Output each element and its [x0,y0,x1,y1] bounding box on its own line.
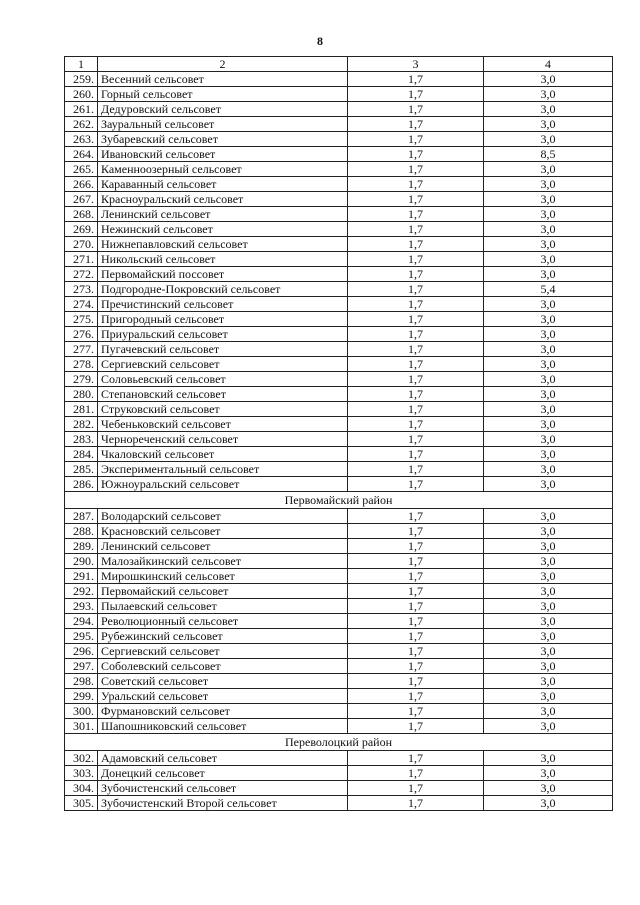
value-col-3: 1,7 [348,751,484,766]
value-col-4: 3,0 [484,629,613,644]
value-col-4: 3,0 [484,554,613,569]
row-number: 293. [65,599,98,614]
council-name: Чернореченский сельсовет [98,432,348,447]
row-number: 262. [65,117,98,132]
value-col-3: 1,7 [348,252,484,267]
council-name: Фурмановский сельсовет [98,704,348,719]
value-col-3: 1,7 [348,177,484,192]
council-name: Донецкий сельсовет [98,766,348,781]
table-row [65,719,613,734]
value-col-3: 1,7 [348,447,484,462]
value-col-3: 1,7 [348,132,484,147]
council-name: Зубочистенский сельсовет [98,781,348,796]
section-row [65,734,613,751]
row-number: 270. [65,237,98,252]
value-col-4: 3,0 [484,796,613,811]
table-row [65,599,613,614]
value-col-4: 3,0 [484,267,613,282]
value-col-3: 1,7 [348,539,484,554]
value-col-3: 1,7 [348,87,484,102]
table-row [65,659,613,674]
header-col-2: 2 [98,57,348,72]
value-col-4: 3,0 [484,704,613,719]
value-col-4: 3,0 [484,781,613,796]
table-row [65,417,613,432]
value-col-3: 1,7 [348,629,484,644]
value-col-4: 3,0 [484,477,613,492]
value-col-4: 5,4 [484,282,613,297]
value-col-3: 1,7 [348,312,484,327]
table-row [65,569,613,584]
value-col-4: 3,0 [484,524,613,539]
row-number: 305. [65,796,98,811]
value-col-3: 1,7 [348,462,484,477]
value-col-4: 3,0 [484,751,613,766]
value-col-3: 1,7 [348,524,484,539]
table-row [65,584,613,599]
value-col-3: 1,7 [348,147,484,162]
value-col-4: 3,0 [484,614,613,629]
value-col-4: 3,0 [484,599,613,614]
table-row [65,462,613,477]
table-row [65,87,613,102]
council-name: Ленинский сельсовет [98,207,348,222]
value-col-4: 3,0 [484,689,613,704]
council-name: Адамовский сельсовет [98,751,348,766]
value-col-4: 3,0 [484,237,613,252]
value-col-4: 8,5 [484,147,613,162]
council-name: Ленинский сельсовет [98,539,348,554]
value-col-4: 3,0 [484,252,613,267]
row-number: 263. [65,132,98,147]
row-number: 303. [65,766,98,781]
value-col-4: 3,0 [484,644,613,659]
table-row [65,222,613,237]
table-row [65,524,613,539]
value-col-4: 3,0 [484,402,613,417]
table-row [65,766,613,781]
council-name: Ивановский сельсовет [98,147,348,162]
row-number: 291. [65,569,98,584]
table-header [65,57,613,72]
council-name: Степановский сельсовет [98,387,348,402]
council-name: Пригородный сельсовет [98,312,348,327]
value-col-3: 1,7 [348,719,484,734]
value-col-4: 3,0 [484,102,613,117]
row-number: 259. [65,72,98,87]
header-row [65,57,613,72]
council-name: Пугачевский сельсовет [98,342,348,357]
table-row [65,644,613,659]
table-row [65,781,613,796]
row-number: 289. [65,539,98,554]
value-col-4: 3,0 [484,766,613,781]
row-number: 284. [65,447,98,462]
council-name: Чебеньковский сельсовет [98,417,348,432]
council-name: Революционный сельсовет [98,614,348,629]
table-row [65,207,613,222]
value-col-3: 1,7 [348,222,484,237]
page-number: 8 [317,34,323,48]
table-row [65,72,613,87]
table-row [65,342,613,357]
value-col-3: 1,7 [348,554,484,569]
row-number: 288. [65,524,98,539]
council-name: Зубочистенский Второй сельсовет [98,796,348,811]
value-col-3: 1,7 [348,659,484,674]
value-col-4: 3,0 [484,312,613,327]
data-table [64,56,613,811]
value-col-3: 1,7 [348,614,484,629]
value-col-4: 3,0 [484,447,613,462]
council-name: Экспериментальный сельсовет [98,462,348,477]
value-col-3: 1,7 [348,402,484,417]
row-number: 265. [65,162,98,177]
value-col-3: 1,7 [348,102,484,117]
table-row [65,252,613,267]
row-number: 278. [65,357,98,372]
value-col-3: 1,7 [348,192,484,207]
council-name: Южноуральский сельсовет [98,477,348,492]
council-name: Каменноозерный сельсовет [98,162,348,177]
council-name: Мирошкинский сельсовет [98,569,348,584]
row-number: 267. [65,192,98,207]
row-number: 279. [65,372,98,387]
row-number: 281. [65,402,98,417]
council-name: Володарский сельсовет [98,509,348,524]
value-col-4: 3,0 [484,719,613,734]
value-col-4: 3,0 [484,297,613,312]
value-col-3: 1,7 [348,432,484,447]
value-col-4: 3,0 [484,569,613,584]
council-name: Пречистинский сельсовет [98,297,348,312]
council-name: Красноуральский сельсовет [98,192,348,207]
value-col-3: 1,7 [348,599,484,614]
table-row [65,704,613,719]
row-number: 266. [65,177,98,192]
value-col-3: 1,7 [348,327,484,342]
row-number: 272. [65,267,98,282]
row-number: 283. [65,432,98,447]
row-number: 287. [65,509,98,524]
table-row [65,357,613,372]
table-row [65,402,613,417]
council-name: Никольский сельсовет [98,252,348,267]
value-col-4: 3,0 [484,192,613,207]
row-number: 261. [65,102,98,117]
table-row [65,237,613,252]
section-row [65,492,613,509]
row-number: 273. [65,282,98,297]
value-col-3: 1,7 [348,644,484,659]
section-title: Переволоцкий район [65,734,613,751]
row-number: 294. [65,614,98,629]
row-number: 282. [65,417,98,432]
value-col-4: 3,0 [484,584,613,599]
value-col-4: 3,0 [484,372,613,387]
council-name: Рубежинский сельсовет [98,629,348,644]
council-name: Шапошниковский сельсовет [98,719,348,734]
value-col-3: 1,7 [348,796,484,811]
value-col-3: 1,7 [348,689,484,704]
value-col-4: 3,0 [484,539,613,554]
row-number: 280. [65,387,98,402]
council-name: Первомайский сельсовет [98,584,348,599]
table-row [65,192,613,207]
row-number: 271. [65,252,98,267]
table-row [65,162,613,177]
council-name: Весенний сельсовет [98,72,348,87]
council-name: Караванный сельсовет [98,177,348,192]
table-row [65,509,613,524]
council-name: Первомайский поссовет [98,267,348,282]
section-title: Первомайский район [65,492,613,509]
table-row [65,132,613,147]
value-col-3: 1,7 [348,162,484,177]
table-row [65,102,613,117]
council-name: Сергиевский сельсовет [98,357,348,372]
value-col-3: 1,7 [348,372,484,387]
value-col-4: 3,0 [484,117,613,132]
council-name: Уральский сельсовет [98,689,348,704]
value-col-3: 1,7 [348,72,484,87]
value-col-3: 1,7 [348,387,484,402]
value-col-4: 3,0 [484,342,613,357]
header-col-4: 4 [484,57,613,72]
table-row [65,282,613,297]
value-col-4: 3,0 [484,132,613,147]
value-col-3: 1,7 [348,766,484,781]
row-number: 297. [65,659,98,674]
value-col-4: 3,0 [484,87,613,102]
value-col-3: 1,7 [348,282,484,297]
table-body [65,72,613,811]
row-number: 286. [65,477,98,492]
council-name: Струковский сельсовет [98,402,348,417]
table-row [65,327,613,342]
table-row [65,689,613,704]
row-number: 301. [65,719,98,734]
value-col-4: 3,0 [484,72,613,87]
value-col-4: 3,0 [484,509,613,524]
council-name: Соболевский сельсовет [98,659,348,674]
table-row [65,629,613,644]
value-col-3: 1,7 [348,477,484,492]
value-col-3: 1,7 [348,509,484,524]
table-row [65,312,613,327]
value-col-4: 3,0 [484,462,613,477]
value-col-4: 3,0 [484,177,613,192]
table-row [65,177,613,192]
row-number: 290. [65,554,98,569]
value-col-3: 1,7 [348,207,484,222]
row-number: 268. [65,207,98,222]
council-name: Зубаревский сельсовет [98,132,348,147]
value-col-4: 3,0 [484,417,613,432]
table-row [65,372,613,387]
row-number: 269. [65,222,98,237]
council-name: Сергиевский сельсовет [98,644,348,659]
council-name: Подгородне-Покровский сельсовет [98,282,348,297]
value-col-4: 3,0 [484,659,613,674]
council-name: Чкаловский сельсовет [98,447,348,462]
table-row [65,387,613,402]
row-number: 274. [65,297,98,312]
value-col-4: 3,0 [484,162,613,177]
value-col-3: 1,7 [348,674,484,689]
row-number: 295. [65,629,98,644]
row-number: 260. [65,87,98,102]
council-name: Красновский сельсовет [98,524,348,539]
row-number: 285. [65,462,98,477]
council-name: Дедуровский сельсовет [98,102,348,117]
row-number: 304. [65,781,98,796]
value-col-4: 3,0 [484,674,613,689]
value-col-3: 1,7 [348,117,484,132]
council-name: Приуральский сельсовет [98,327,348,342]
row-number: 299. [65,689,98,704]
table-row [65,796,613,811]
council-name: Горный сельсовет [98,87,348,102]
table-row [65,147,613,162]
value-col-3: 1,7 [348,417,484,432]
table-row [65,614,613,629]
table-row [65,432,613,447]
table-row [65,297,613,312]
row-number: 264. [65,147,98,162]
value-col-3: 1,7 [348,342,484,357]
table-row [65,477,613,492]
value-col-3: 1,7 [348,357,484,372]
council-name: Нижнепавловский сельсовет [98,237,348,252]
table-row [65,751,613,766]
table-row [65,554,613,569]
value-col-3: 1,7 [348,704,484,719]
value-col-3: 1,7 [348,569,484,584]
council-name: Советский сельсовет [98,674,348,689]
value-col-4: 3,0 [484,222,613,237]
council-name: Соловьевский сельсовет [98,372,348,387]
council-name: Малозайкинский сельсовет [98,554,348,569]
table-row [65,539,613,554]
value-col-3: 1,7 [348,267,484,282]
row-number: 277. [65,342,98,357]
council-name: Нежинский сельсовет [98,222,348,237]
row-number: 276. [65,327,98,342]
value-col-3: 1,7 [348,297,484,312]
value-col-4: 3,0 [484,432,613,447]
row-number: 275. [65,312,98,327]
row-number: 300. [65,704,98,719]
header-col-1: 1 [65,57,98,72]
table-row [65,117,613,132]
value-col-3: 1,7 [348,584,484,599]
value-col-4: 3,0 [484,327,613,342]
table-row [65,674,613,689]
table-row [65,447,613,462]
council-name: Пылаевский сельсовет [98,599,348,614]
value-col-3: 1,7 [348,237,484,252]
row-number: 296. [65,644,98,659]
value-col-3: 1,7 [348,781,484,796]
council-name: Зауральный сельсовет [98,117,348,132]
row-number: 298. [65,674,98,689]
value-col-4: 3,0 [484,387,613,402]
value-col-4: 3,0 [484,207,613,222]
table-row [65,267,613,282]
header-col-3: 3 [348,57,484,72]
row-number: 292. [65,584,98,599]
value-col-4: 3,0 [484,357,613,372]
row-number: 302. [65,751,98,766]
